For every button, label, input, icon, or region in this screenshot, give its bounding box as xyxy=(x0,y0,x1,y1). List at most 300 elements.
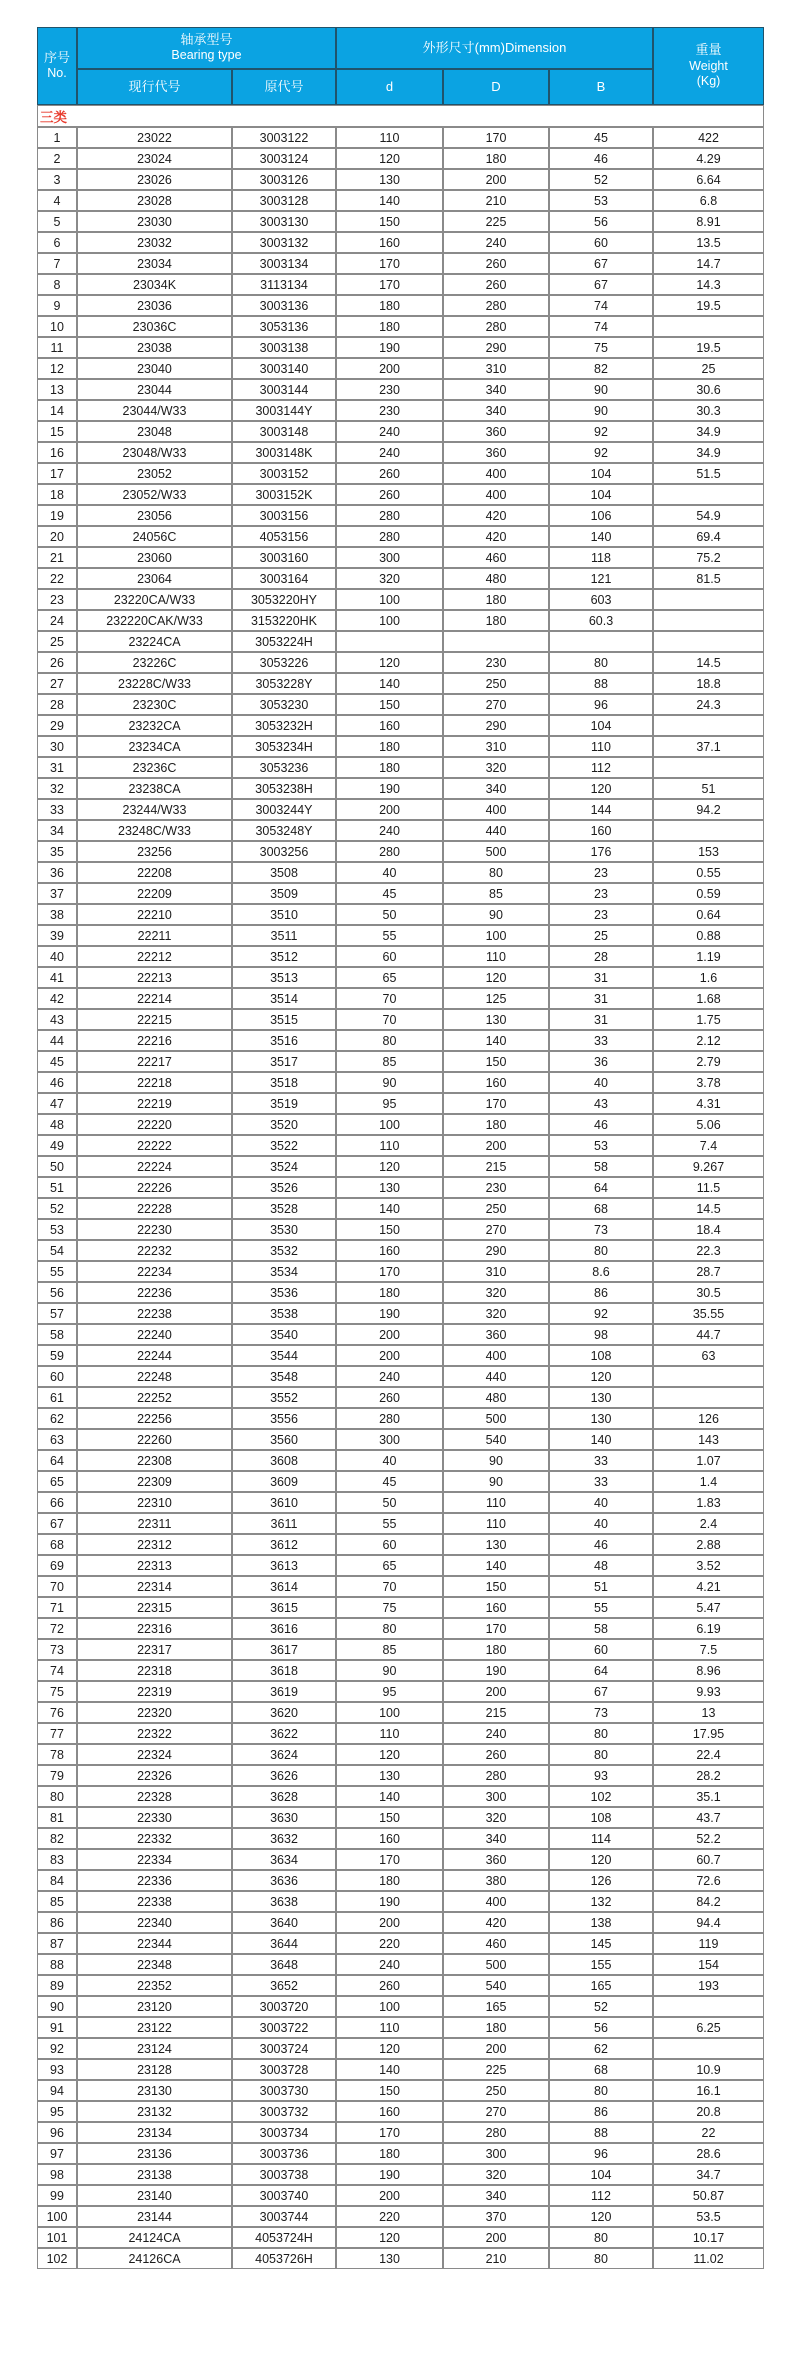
cell-D: 480 xyxy=(443,568,549,589)
cell-B: 132 xyxy=(549,1891,653,1912)
cell-d: 140 xyxy=(336,1786,443,1807)
cell-old-code: 3640 xyxy=(232,1912,336,1933)
cell-B: 74 xyxy=(549,295,653,316)
cell-no: 60 xyxy=(37,1366,77,1387)
cell-B: 118 xyxy=(549,547,653,568)
cell-d: 280 xyxy=(336,505,443,526)
cell-B: 60.3 xyxy=(549,610,653,631)
cell-current-code: 22311 xyxy=(77,1513,232,1534)
cell-current-code: 22310 xyxy=(77,1492,232,1513)
cell-B: 104 xyxy=(549,484,653,505)
cell-weight: 1.4 xyxy=(653,1471,764,1492)
cell-weight: 94.2 xyxy=(653,799,764,820)
cell-B: 106 xyxy=(549,505,653,526)
cell-current-code: 22209 xyxy=(77,883,232,904)
cell-d: 150 xyxy=(336,211,443,232)
cell-D: 340 xyxy=(443,778,549,799)
cell-weight xyxy=(653,631,764,652)
cell-no: 58 xyxy=(37,1324,77,1345)
cell-current-code: 22312 xyxy=(77,1534,232,1555)
cell-no: 38 xyxy=(37,904,77,925)
cell-d: 160 xyxy=(336,1240,443,1261)
cell-d: 190 xyxy=(336,2164,443,2185)
cell-B: 92 xyxy=(549,1303,653,1324)
cell-B: 80 xyxy=(549,2227,653,2248)
cell-D: 200 xyxy=(443,2038,549,2059)
cell-no: 13 xyxy=(37,379,77,400)
cell-current-code: 23234CA xyxy=(77,736,232,757)
cell-D: 215 xyxy=(443,1156,549,1177)
cell-current-code: 22322 xyxy=(77,1723,232,1744)
cell-B: 138 xyxy=(549,1912,653,1933)
cell-weight: 16.1 xyxy=(653,2080,764,2101)
cell-no: 72 xyxy=(37,1618,77,1639)
table-row xyxy=(37,1744,764,1765)
table-row xyxy=(37,1639,764,1660)
cell-current-code: 23230C xyxy=(77,694,232,715)
cell-old-code: 3003256 xyxy=(232,841,336,862)
cell-d: 120 xyxy=(336,148,443,169)
cell-old-code: 3511 xyxy=(232,925,336,946)
table-row xyxy=(37,1177,764,1198)
cell-current-code: 23248C/W33 xyxy=(77,820,232,841)
cell-current-code: 23228C/W33 xyxy=(77,673,232,694)
cell-weight: 14.7 xyxy=(653,253,764,274)
cell-B: 31 xyxy=(549,1009,653,1030)
table-row xyxy=(37,988,764,1009)
col-header-dimension-label: 外形尺寸(mm)Dimension xyxy=(422,39,567,55)
cell-old-code: 3618 xyxy=(232,1660,336,1681)
table-row xyxy=(37,1891,764,1912)
cell-current-code: 22228 xyxy=(77,1198,232,1219)
cell-weight: 3.52 xyxy=(653,1555,764,1576)
cell-D: 215 xyxy=(443,1702,549,1723)
cell-weight: 5.47 xyxy=(653,1597,764,1618)
cell-no: 102 xyxy=(37,2248,77,2269)
cell-weight: 2.79 xyxy=(653,1051,764,1072)
cell-weight: 35.1 xyxy=(653,1786,764,1807)
cell-current-code: 22236 xyxy=(77,1282,232,1303)
cell-B: 68 xyxy=(549,1198,653,1219)
cell-d: 240 xyxy=(336,442,443,463)
cell-B: 96 xyxy=(549,2143,653,2164)
cell-D: 180 xyxy=(443,1114,549,1135)
cell-D: 270 xyxy=(443,694,549,715)
cell-d: 130 xyxy=(336,169,443,190)
table-row xyxy=(37,610,764,631)
cell-old-code: 3003126 xyxy=(232,169,336,190)
cell-B: 104 xyxy=(549,463,653,484)
cell-current-code: 22240 xyxy=(77,1324,232,1345)
cell-d: 140 xyxy=(336,1198,443,1219)
cell-d xyxy=(336,631,443,652)
cell-B: 80 xyxy=(549,652,653,673)
cell-old-code: 3003740 xyxy=(232,2185,336,2206)
cell-B: 53 xyxy=(549,1135,653,1156)
cell-B xyxy=(549,631,653,652)
cell-d: 80 xyxy=(336,1030,443,1051)
cell-no: 85 xyxy=(37,1891,77,1912)
cell-D: 500 xyxy=(443,1954,549,1975)
cell-current-code: 23030 xyxy=(77,211,232,232)
cell-no: 86 xyxy=(37,1912,77,1933)
cell-D: 110 xyxy=(443,1513,549,1534)
cell-D: 90 xyxy=(443,1471,549,1492)
cell-no: 3 xyxy=(37,169,77,190)
cell-no: 64 xyxy=(37,1450,77,1471)
cell-no: 20 xyxy=(37,526,77,547)
cell-d: 60 xyxy=(336,946,443,967)
table-row xyxy=(37,1366,764,1387)
cell-old-code: 3526 xyxy=(232,1177,336,1198)
cell-D: 540 xyxy=(443,1429,549,1450)
cell-no: 59 xyxy=(37,1345,77,1366)
cell-weight xyxy=(653,757,764,778)
table-row xyxy=(37,1303,764,1324)
cell-B: 73 xyxy=(549,1702,653,1723)
cell-d: 120 xyxy=(336,2227,443,2248)
cell-D: 85 xyxy=(443,883,549,904)
col-header-no xyxy=(37,27,77,105)
cell-no: 94 xyxy=(37,2080,77,2101)
cell-B: 31 xyxy=(549,988,653,1009)
cell-current-code: 22214 xyxy=(77,988,232,1009)
cell-d: 120 xyxy=(336,652,443,673)
cell-no: 68 xyxy=(37,1534,77,1555)
cell-weight: 72.6 xyxy=(653,1870,764,1891)
cell-D: 320 xyxy=(443,1282,549,1303)
cell-current-code: 22219 xyxy=(77,1093,232,1114)
table-row xyxy=(37,148,764,169)
cell-D: 250 xyxy=(443,2080,549,2101)
cell-no: 98 xyxy=(37,2164,77,2185)
cell-old-code: 3556 xyxy=(232,1408,336,1429)
cell-d: 85 xyxy=(336,1051,443,1072)
cell-old-code: 3614 xyxy=(232,1576,336,1597)
cell-current-code: 22216 xyxy=(77,1030,232,1051)
cell-current-code: 22319 xyxy=(77,1681,232,1702)
table-row xyxy=(37,862,764,883)
cell-current-code: 23128 xyxy=(77,2059,232,2080)
cell-no: 43 xyxy=(37,1009,77,1030)
cell-no: 53 xyxy=(37,1219,77,1240)
table-row xyxy=(37,694,764,715)
cell-weight: 34.9 xyxy=(653,442,764,463)
cell-old-code: 3510 xyxy=(232,904,336,925)
cell-D: 320 xyxy=(443,2164,549,2185)
cell-old-code: 3615 xyxy=(232,1597,336,1618)
cell-old-code: 3544 xyxy=(232,1345,336,1366)
cell-weight: 25 xyxy=(653,358,764,379)
cell-current-code: 22210 xyxy=(77,904,232,925)
cell-current-code: 24124CA xyxy=(77,2227,232,2248)
cell-D: 480 xyxy=(443,1387,549,1408)
cell-d: 90 xyxy=(336,1660,443,1681)
cell-d: 140 xyxy=(336,2059,443,2080)
cell-D: 460 xyxy=(443,547,549,568)
cell-weight: 1.19 xyxy=(653,946,764,967)
cell-weight: 4.29 xyxy=(653,148,764,169)
cell-weight: 24.3 xyxy=(653,694,764,715)
cell-weight: 30.6 xyxy=(653,379,764,400)
cell-D: 240 xyxy=(443,232,549,253)
cell-d: 80 xyxy=(336,1618,443,1639)
cell-weight: 8.96 xyxy=(653,1660,764,1681)
cell-current-code: 23044/W33 xyxy=(77,400,232,421)
table-row xyxy=(37,316,764,337)
cell-old-code: 3003130 xyxy=(232,211,336,232)
cell-no: 56 xyxy=(37,1282,77,1303)
table-row xyxy=(37,1408,764,1429)
table-row xyxy=(37,1450,764,1471)
cell-weight xyxy=(653,610,764,631)
table-row xyxy=(37,757,764,778)
cell-no: 39 xyxy=(37,925,77,946)
cell-weight: 6.19 xyxy=(653,1618,764,1639)
cell-D: 320 xyxy=(443,1807,549,1828)
cell-d: 55 xyxy=(336,925,443,946)
cell-current-code: 23232CA xyxy=(77,715,232,736)
cell-B: 86 xyxy=(549,2101,653,2122)
cell-B: 92 xyxy=(549,442,653,463)
cell-B: 130 xyxy=(549,1408,653,1429)
table-row xyxy=(37,1030,764,1051)
cell-D: 180 xyxy=(443,1639,549,1660)
cell-no: 18 xyxy=(37,484,77,505)
cell-old-code: 3548 xyxy=(232,1366,336,1387)
cell-no: 28 xyxy=(37,694,77,715)
cell-B: 58 xyxy=(549,1156,653,1177)
cell-weight: 13 xyxy=(653,1702,764,1723)
cell-d: 130 xyxy=(336,2248,443,2269)
cell-B: 80 xyxy=(549,2248,653,2269)
cell-d: 180 xyxy=(336,736,443,757)
cell-weight xyxy=(653,316,764,337)
cell-d: 180 xyxy=(336,2143,443,2164)
cell-current-code: 22230 xyxy=(77,1219,232,1240)
cell-weight: 53.5 xyxy=(653,2206,764,2227)
cell-weight: 54.9 xyxy=(653,505,764,526)
cell-no: 27 xyxy=(37,673,77,694)
cell-no: 74 xyxy=(37,1660,77,1681)
cell-weight: 193 xyxy=(653,1975,764,1996)
cell-B: 40 xyxy=(549,1513,653,1534)
col-header-bearing-type xyxy=(77,27,336,69)
cell-B: 603 xyxy=(549,589,653,610)
cell-d: 150 xyxy=(336,1807,443,1828)
cell-no: 33 xyxy=(37,799,77,820)
table-row xyxy=(37,169,764,190)
cell-weight: 153 xyxy=(653,841,764,862)
cell-weight: 14.5 xyxy=(653,652,764,673)
table-row xyxy=(37,1912,764,1933)
table-row xyxy=(37,2059,764,2080)
cell-old-code: 3610 xyxy=(232,1492,336,1513)
col-header-no-en: No. xyxy=(47,66,67,81)
cell-no: 88 xyxy=(37,1954,77,1975)
cell-no: 5 xyxy=(37,211,77,232)
col-header-bearing-type-en: Bearing type xyxy=(171,48,242,63)
cell-no: 92 xyxy=(37,2038,77,2059)
cell-old-code: 3636 xyxy=(232,1870,336,1891)
cell-old-code: 3053236 xyxy=(232,757,336,778)
cell-current-code: 24056C xyxy=(77,526,232,547)
cell-B: 165 xyxy=(549,1975,653,1996)
cell-no: 44 xyxy=(37,1030,77,1051)
cell-D: 370 xyxy=(443,2206,549,2227)
cell-d: 170 xyxy=(336,2122,443,2143)
table-row xyxy=(37,1660,764,1681)
cell-current-code: 24126CA xyxy=(77,2248,232,2269)
table-row xyxy=(37,1093,764,1114)
cell-d: 100 xyxy=(336,589,443,610)
cell-weight xyxy=(653,1366,764,1387)
cell-weight: 13.5 xyxy=(653,232,764,253)
cell-D: 270 xyxy=(443,2101,549,2122)
table-row xyxy=(37,1198,764,1219)
table-row xyxy=(37,925,764,946)
cell-current-code: 22315 xyxy=(77,1597,232,1618)
col-header-weight-en: Weight xyxy=(689,58,728,73)
cell-B: 155 xyxy=(549,1954,653,1975)
cell-old-code: 3003122 xyxy=(232,127,336,148)
cell-D: 260 xyxy=(443,253,549,274)
cell-B: 120 xyxy=(549,1366,653,1387)
cell-current-code: 22212 xyxy=(77,946,232,967)
cell-no: 78 xyxy=(37,1744,77,1765)
cell-weight: 50.87 xyxy=(653,2185,764,2206)
cell-B: 80 xyxy=(549,1723,653,1744)
cell-no: 41 xyxy=(37,967,77,988)
cell-D: 210 xyxy=(443,190,549,211)
cell-no: 14 xyxy=(37,400,77,421)
col-header-B: B xyxy=(549,69,653,105)
cell-no: 84 xyxy=(37,1870,77,1891)
cell-current-code: 22330 xyxy=(77,1807,232,1828)
cell-old-code: 3630 xyxy=(232,1807,336,1828)
cell-d: 65 xyxy=(336,1555,443,1576)
table-row xyxy=(37,1849,764,1870)
cell-d: 280 xyxy=(336,841,443,862)
cell-B: 130 xyxy=(549,1387,653,1408)
cell-current-code: 22244 xyxy=(77,1345,232,1366)
cell-d: 230 xyxy=(336,400,443,421)
cell-old-code: 3512 xyxy=(232,946,336,967)
cell-D: 110 xyxy=(443,1492,549,1513)
cell-d: 300 xyxy=(336,1429,443,1450)
cell-D: 200 xyxy=(443,1135,549,1156)
cell-B: 28 xyxy=(549,946,653,967)
cell-B: 73 xyxy=(549,1219,653,1240)
cell-current-code: 22309 xyxy=(77,1471,232,1492)
cell-current-code: 23120 xyxy=(77,1996,232,2017)
cell-D: 140 xyxy=(443,1030,549,1051)
cell-B: 48 xyxy=(549,1555,653,1576)
cell-D: 310 xyxy=(443,1261,549,1282)
cell-d: 100 xyxy=(336,1702,443,1723)
table-row xyxy=(37,799,764,820)
cell-no: 16 xyxy=(37,442,77,463)
cell-old-code: 3003730 xyxy=(232,2080,336,2101)
cell-weight xyxy=(653,1387,764,1408)
table-row xyxy=(37,1702,764,1723)
cell-D: 170 xyxy=(443,127,549,148)
cell-D: 360 xyxy=(443,1849,549,1870)
cell-weight: 1.75 xyxy=(653,1009,764,1030)
cell-old-code: 3518 xyxy=(232,1072,336,1093)
table-row xyxy=(37,2101,764,2122)
cell-d: 40 xyxy=(336,1450,443,1471)
cell-D: 225 xyxy=(443,211,549,232)
col-header-old-code: 原代号 xyxy=(232,69,336,105)
cell-weight: 2.12 xyxy=(653,1030,764,1051)
cell-current-code: 22213 xyxy=(77,967,232,988)
cell-old-code: 3628 xyxy=(232,1786,336,1807)
cell-B: 31 xyxy=(549,967,653,988)
cell-weight: 22.4 xyxy=(653,1744,764,1765)
cell-weight: 14.3 xyxy=(653,274,764,295)
table-row xyxy=(37,904,764,925)
cell-old-code: 3053232H xyxy=(232,715,336,736)
cell-no: 45 xyxy=(37,1051,77,1072)
cell-B: 80 xyxy=(549,1240,653,1261)
cell-weight: 8.91 xyxy=(653,211,764,232)
cell-no: 91 xyxy=(37,2017,77,2038)
cell-old-code: 3528 xyxy=(232,1198,336,1219)
cell-d: 160 xyxy=(336,2101,443,2122)
cell-current-code: 23238CA xyxy=(77,778,232,799)
cell-old-code: 3003728 xyxy=(232,2059,336,2080)
cell-no: 62 xyxy=(37,1408,77,1429)
cell-D: 190 xyxy=(443,1660,549,1681)
table-row xyxy=(37,526,764,547)
cell-weight: 30.5 xyxy=(653,1282,764,1303)
cell-current-code: 23220CA/W33 xyxy=(77,589,232,610)
cell-old-code: 3513 xyxy=(232,967,336,988)
cell-d: 180 xyxy=(336,1282,443,1303)
col-header-bearing-type-zh: 轴承型号 xyxy=(180,32,233,48)
cell-no: 101 xyxy=(37,2227,77,2248)
cell-current-code: 23132 xyxy=(77,2101,232,2122)
cell-B: 74 xyxy=(549,316,653,337)
cell-old-code: 3003164 xyxy=(232,568,336,589)
cell-B: 60 xyxy=(549,1639,653,1660)
cell-current-code: 23122 xyxy=(77,2017,232,2038)
table-row xyxy=(37,967,764,988)
cell-weight: 19.5 xyxy=(653,337,764,358)
cell-D: 400 xyxy=(443,1891,549,1912)
cell-d: 140 xyxy=(336,190,443,211)
cell-d: 240 xyxy=(336,421,443,442)
table-row xyxy=(37,631,764,652)
cell-D xyxy=(443,631,549,652)
cell-d: 190 xyxy=(336,1891,443,1912)
cell-D: 200 xyxy=(443,1681,549,1702)
cell-D: 300 xyxy=(443,1786,549,1807)
cell-old-code: 3003128 xyxy=(232,190,336,211)
cell-current-code: 23048/W33 xyxy=(77,442,232,463)
cell-no: 4 xyxy=(37,190,77,211)
cell-old-code: 3003724 xyxy=(232,2038,336,2059)
cell-weight: 10.9 xyxy=(653,2059,764,2080)
cell-old-code: 3003144Y xyxy=(232,400,336,421)
cell-D: 200 xyxy=(443,169,549,190)
category-label: 三类 xyxy=(37,105,764,127)
cell-B: 23 xyxy=(549,904,653,925)
cell-B: 176 xyxy=(549,841,653,862)
cell-d: 180 xyxy=(336,1870,443,1891)
table-row xyxy=(37,2122,764,2143)
